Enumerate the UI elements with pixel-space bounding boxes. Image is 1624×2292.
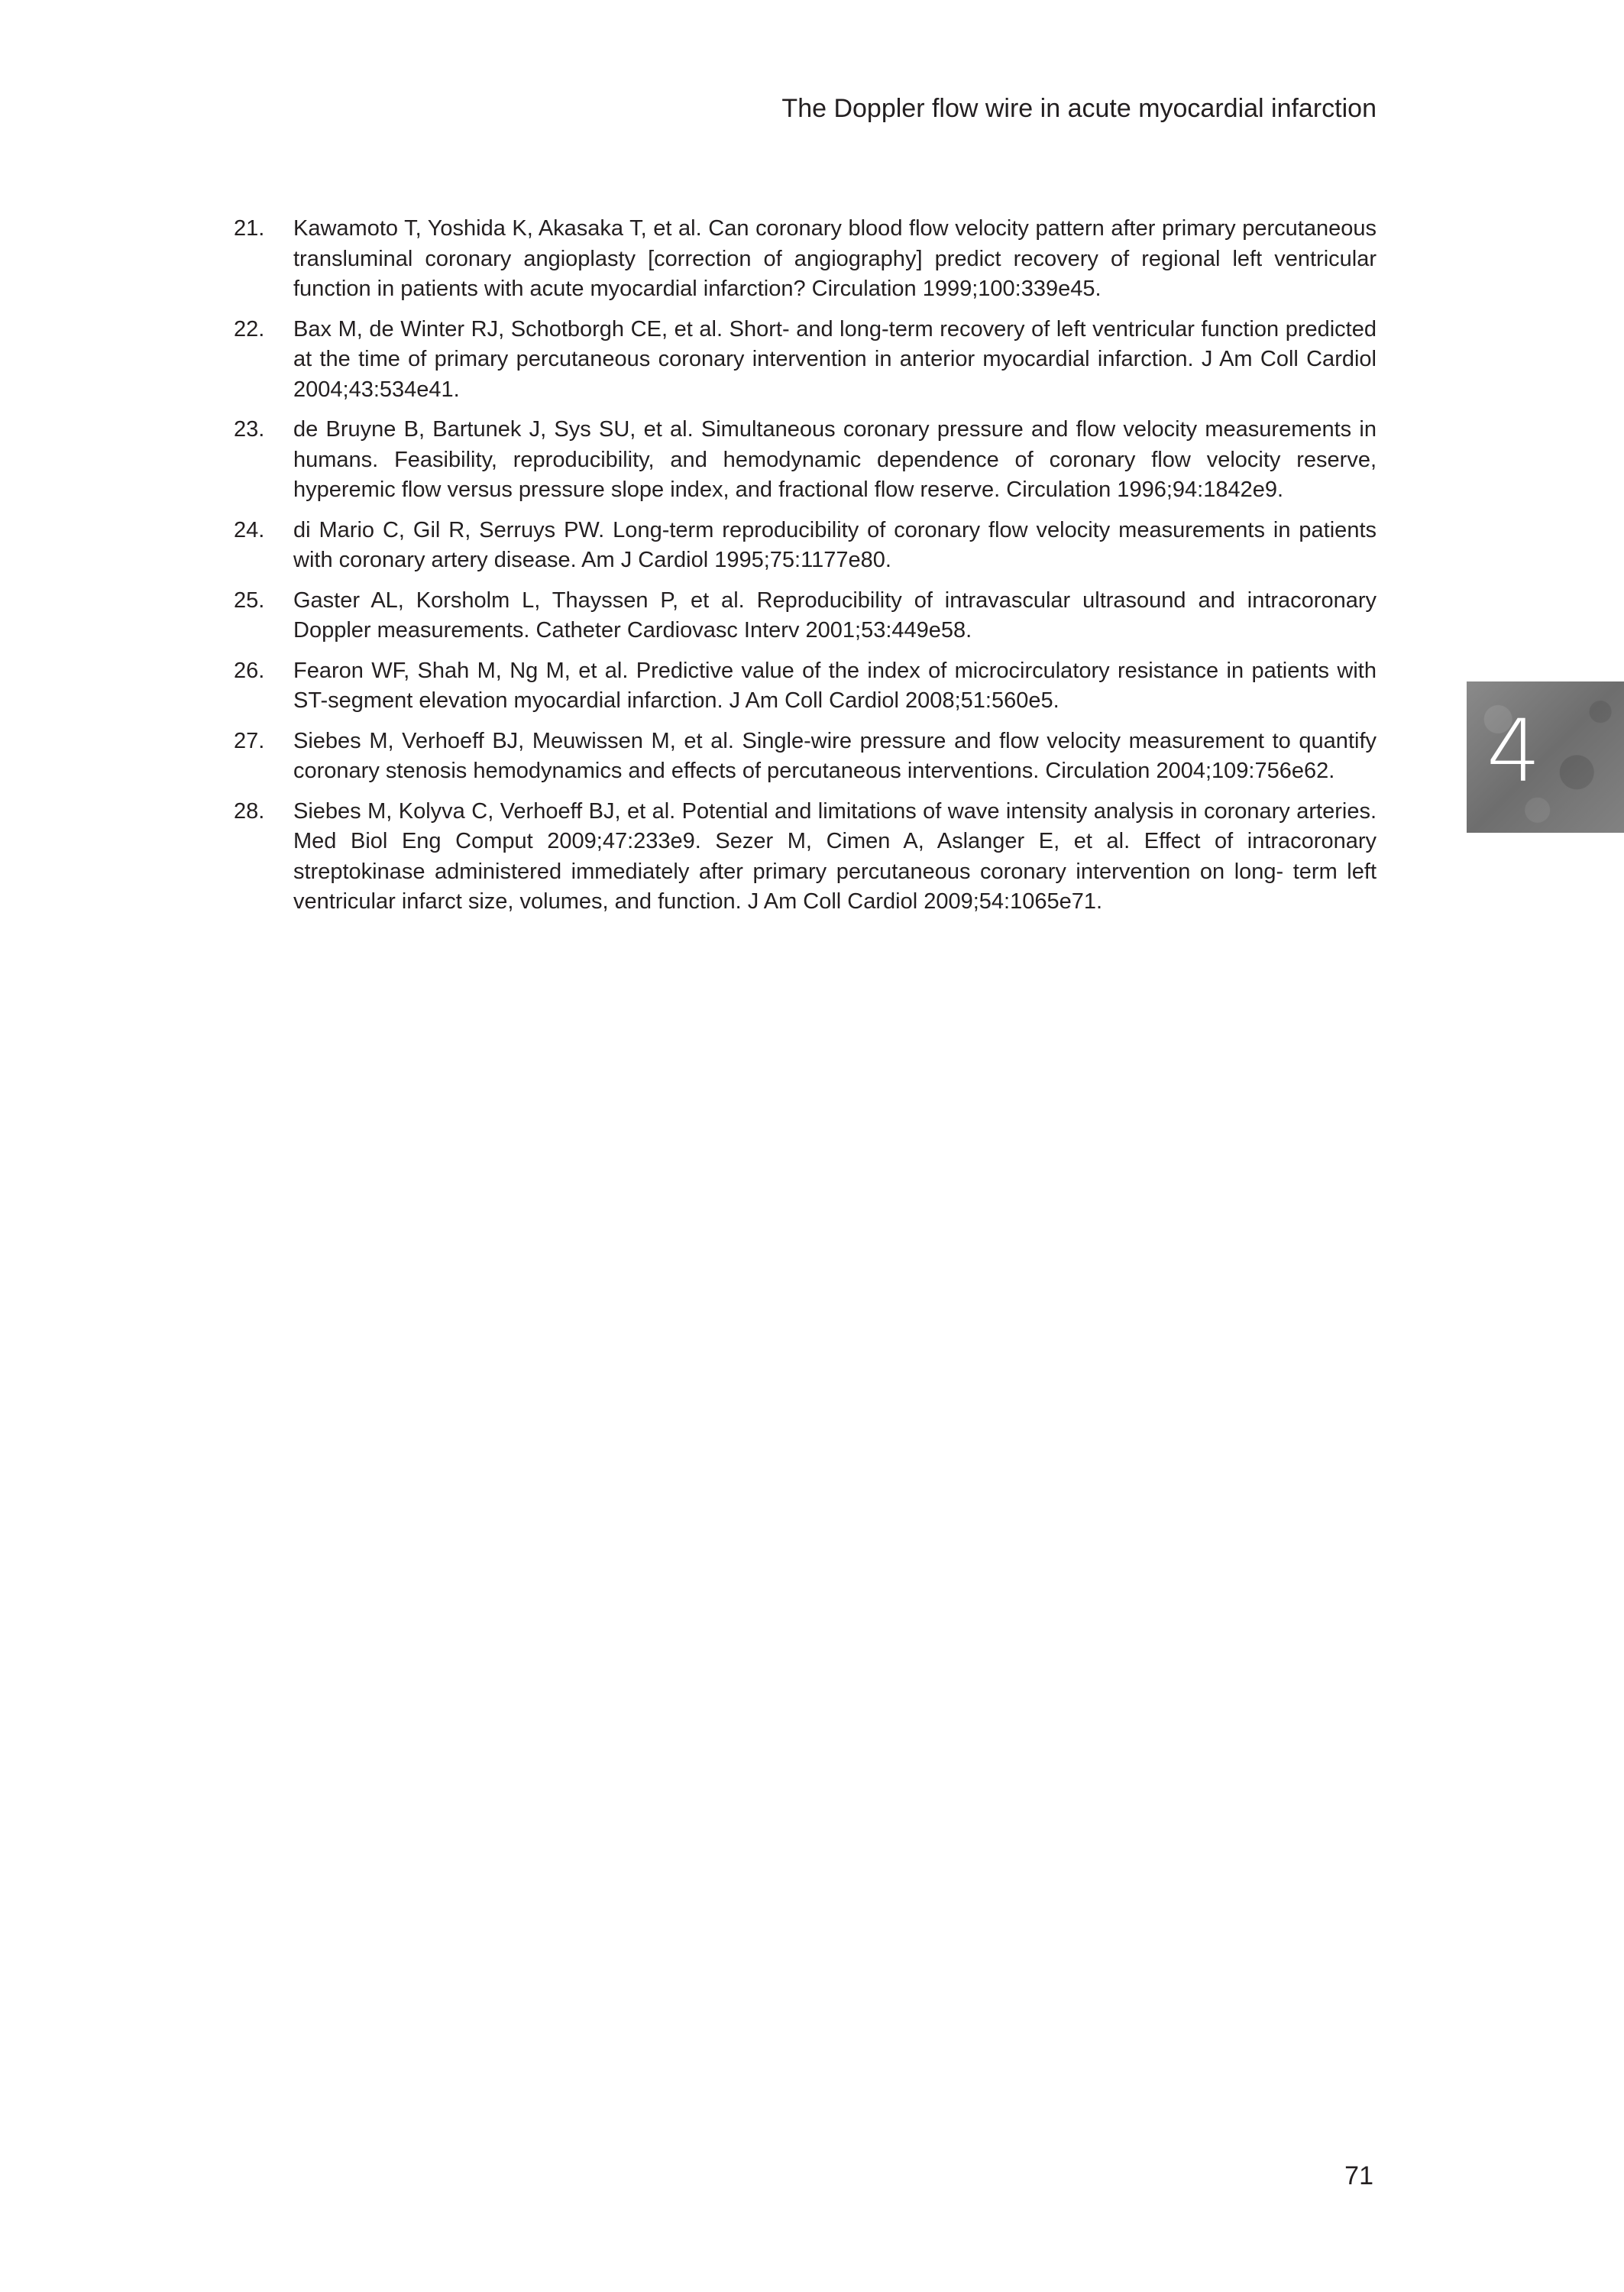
reference-text: Bax M, de Winter RJ, Schotborgh CE, et al. Short- and long-term recovery of left ventricular function predicted at the time of primary percutaneous coronary intervention in anterior myocardial infarction. J Am Coll Cardiol 2004;43:534e41.	[293, 316, 1377, 402]
reference-number: 21.	[234, 216, 265, 241]
reference-item	[234, 516, 1377, 576]
reference-text: Siebes M, Verhoeff BJ, Meuwissen M, et al. Single-wire pressure and flow velocity measurement to quantify coronary stenosis hemodynamics and effects of percutaneous interventions. Circulation 2004;109:756e62.	[293, 728, 1377, 783]
page-number: 71	[1344, 2161, 1373, 2190]
reference-text: Gaster AL, Korsholm L, Thayssen P, et al. Reproducibility of intravascular ultrasound and intracoronary Doppler measurements. Catheter Cardiovasc Interv 2001;53:449e58.	[293, 588, 1377, 643]
reference-text: de Bruyne B, Bartunek J, Sys SU, et al. Simultaneous coronary pressure and flow velocity measurements in humans. Feasibility, reproducibility, and hemodynamic dependence of coronary flow velocity reserve, hyperemic flow versus pressure slope index, and fractional flow reserve. Circulation 1996;94:1842e9.	[293, 417, 1377, 502]
reference-text: Kawamoto T, Yoshida K, Akasaka T, et al. Can coronary blood flow velocity pattern after primary percutaneous transluminal coronary angioplasty [correction of angiography] predict recovery of regional left ventricular function in patients with acute myocardial infarction? Circulation 1999;100:339e45.	[293, 216, 1377, 301]
chapter-number: 4	[1487, 702, 1542, 801]
reference-text: Fearon WF, Shah M, Ng M, et al. Predictive value of the index of microcirculatory resistance in patients with ST-segment elevation myocardial infarction. J Am Coll Cardiol 2008;51:560e5.	[293, 658, 1377, 713]
reference-item	[234, 214, 1377, 305]
running-header: The Doppler flow wire in acute myocardial infarction	[781, 94, 1377, 123]
reference-text: di Mario C, Gil R, Serruys PW. Long-term reproducibility of coronary flow velocity measurements in patients with coronary artery disease. Am J Cardiol 1995;75:1177e80.	[293, 517, 1377, 572]
reference-number: 26.	[234, 658, 265, 683]
reference-item	[234, 727, 1377, 787]
reference-list	[234, 214, 1377, 927]
reference-number: 23.	[234, 417, 265, 442]
chapter-tab	[1467, 681, 1624, 833]
reference-item	[234, 797, 1377, 918]
reference-number: 22.	[234, 316, 265, 342]
reference-number: 25.	[234, 588, 265, 613]
reference-item	[234, 586, 1377, 646]
reference-item	[234, 415, 1377, 506]
reference-number: 28.	[234, 798, 265, 824]
reference-text: Siebes M, Kolyva C, Verhoeff BJ, et al. Potential and limitations of wave intensity analysis in coronary arteries. Med Biol Eng Comput 2009;47:233e9. Sezer M, Cimen A, Aslanger E, et al. Effect of intracoronary streptokinase administered immediately after primary percutaneous coronary intervention on long- term left ventricular infarct size, volumes, and function. J Am Coll Cardiol 2009;54:1065e71.	[293, 798, 1377, 914]
reference-item	[234, 315, 1377, 406]
reference-number: 24.	[234, 517, 265, 542]
reference-number: 27.	[234, 728, 265, 753]
reference-item	[234, 656, 1377, 717]
